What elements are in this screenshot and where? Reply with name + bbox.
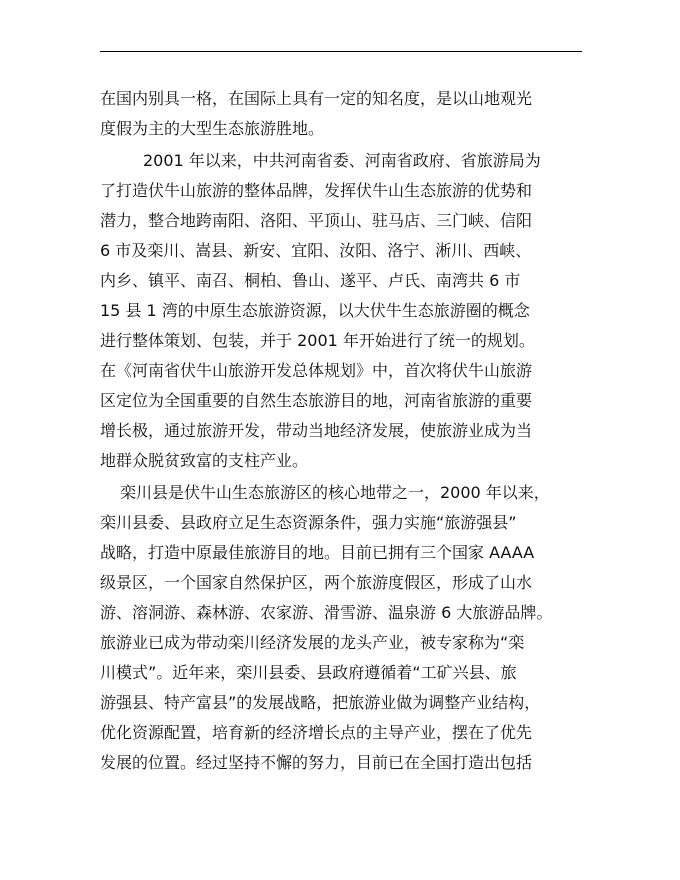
- text-line: 内乡、镇平、南召、桐柏、鲁山、遂平、卢氏、南湾共 6 市: [100, 271, 521, 290]
- header-rule: [100, 51, 582, 52]
- text-line: 潜力，整合地跨南阳、洛阳、平顶山、驻马店、三门峡、信阳: [100, 211, 533, 230]
- text-line: 度假为主的大型生态旅游胜地。: [100, 119, 325, 138]
- text-line: 在国内别具一格，在国际上具有一定的知名度，是以山地观光: [100, 89, 533, 108]
- text-line: 15 县 1 湾的中原生态旅游资源，以大伏牛生态旅游圈的概念: [100, 301, 530, 320]
- text-line: 级景区，一个国家自然保护区，两个旅游度假区，形成了山水: [100, 573, 533, 592]
- text-line: 发展的位置。经过坚持不懈的努力，目前已在全国打造出包括: [100, 753, 533, 772]
- text-line: 在《河南省伏牛山旅游开发总体规划》中，首次将伏牛山旅游: [100, 361, 533, 380]
- text-line: 游强县、特产富县”的发展战略，把旅游业做为调整产业结构，: [100, 693, 541, 712]
- text-line: 栾川县是伏牛山生态旅游区的核心地带之一，2000 年以来，: [120, 483, 550, 502]
- text-line: 游、溶洞游、森林游、农家游、滑雪游、温泉游 6 大旅游品牌。: [100, 603, 553, 622]
- text-line: 战略，打造中原最佳旅游目的地。目前已拥有三个国家 AAAA: [100, 543, 535, 562]
- text-line: 优化资源配置，培育新的经济增长点的主导产业，摆在了优先: [100, 723, 533, 742]
- text-line: 地群众脱贫致富的支柱产业。: [100, 451, 309, 470]
- text-line: 进行整体策划、包装，并于 2001 年开始进行了统一的规划。: [100, 331, 535, 350]
- text-line: 区定位为全国重要的自然生态旅游目的地，河南省旅游的重要: [100, 391, 533, 410]
- text-line: 2001 年以来，中共河南省委、河南省政府、省旅游局为: [143, 151, 541, 170]
- text-line: 栾川县委、县政府立足生态资源条件，强力实施“旅游强县”: [100, 513, 517, 532]
- text-line: 6 市及栾川、嵩县、新安、宜阳、汝阳、洛宁、淅川、西峡、: [100, 241, 532, 260]
- text-line: 了打造伏牛山旅游的整体品牌，发挥伏牛山生态旅游的优势和: [100, 181, 533, 200]
- text-line: 川模式”。近年来，栾川县委、县政府遵循着“工矿兴县、旅: [100, 663, 517, 682]
- text-line: 增长极，通过旅游开发，带动当地经济发展，使旅游业成为当: [100, 421, 533, 440]
- text-line: 旅游业已成为带动栾川经济发展的龙头产业，被专家称为“栾: [100, 633, 525, 652]
